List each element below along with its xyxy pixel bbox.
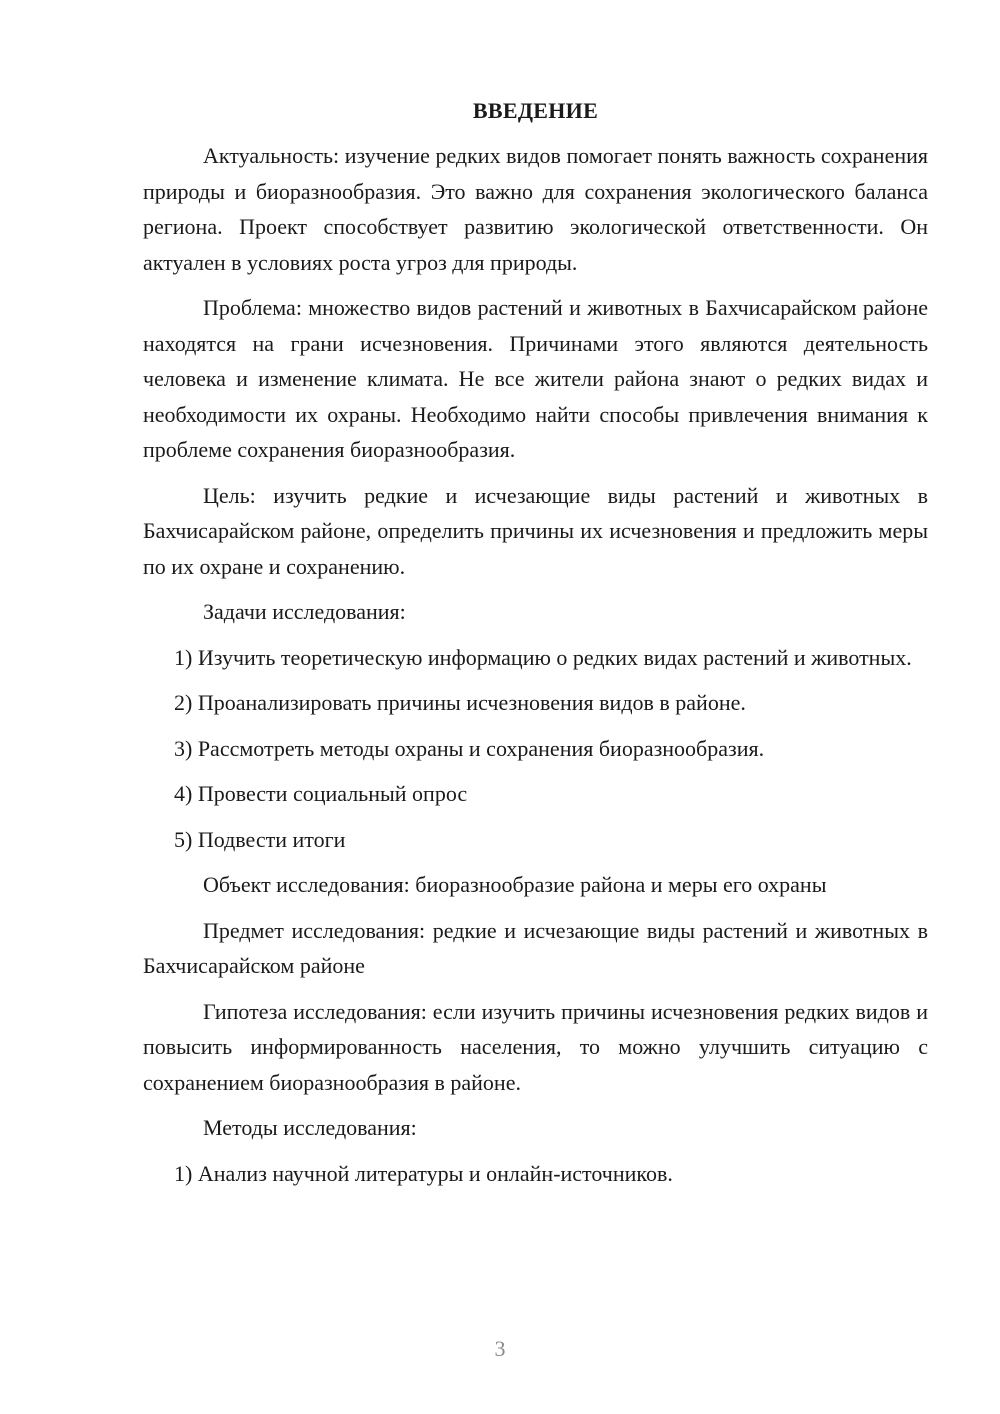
problem-paragraph: Проблема: множество видов растений и животных в Бахчисарайском районе находятся на грани исчезновения. Причинами этого являются деятельность человека и изменение климата. Не все жители района знают о редких видах и необходимости их охраны. Необходимо найти способы привлечения внимания к проблеме сохранения биоразнообразия. xyxy=(143,295,928,462)
hypothesis-paragraph: Гипотеза исследования: если изучить причины исчезновения редких видов и повысить информированность населения, то можно улучшить ситуацию с сохранением биоразнообразия в районе. xyxy=(143,998,928,1095)
object-paragraph: Объект исследования: биоразнообразие района и меры его охраны xyxy=(203,872,827,897)
task-item: 1) Изучить теоретическую информацию о редких видах растений и животных. xyxy=(174,644,912,670)
methods-heading: Методы исследования: xyxy=(203,1115,417,1140)
task-item: 5) Подвести итоги xyxy=(174,826,346,852)
task-item: 2) Проанализировать причины исчезновения видов в районе. xyxy=(174,690,746,715)
page-number: 3 xyxy=(494,1336,506,1361)
page-title: ВВЕДЕНИЕ xyxy=(472,98,599,123)
method-item: 1) Анализ научной литературы и онлайн-источников. xyxy=(174,1160,673,1186)
task-item: 3) Рассмотреть методы охраны и сохранения биоразнообразия. xyxy=(174,735,765,761)
tasks-heading: Задачи исследования: xyxy=(203,599,406,624)
relevance-paragraph: Актуальность: изучение редких видов помогает понять важность сохранения природы и биоразнообразия. Это важно для сохранения экологического баланса региона. Проект способствует развитию экологической ответственности. Он актуален в условиях роста угроз для природы. xyxy=(143,143,928,275)
subject-paragraph: Предмет исследования: редкие и исчезающие виды растений и животных в Бахчисарайском районе xyxy=(143,917,928,978)
text-column xyxy=(143,96,928,1191)
goal-paragraph: Цель: изучить редкие и исчезающие виды растений и животных в Бахчисарайском районе, определить причины их исчезновения и предложить меры по их охране и сохранению. xyxy=(143,482,928,579)
task-item: 4) Провести социальный опрос xyxy=(174,781,468,806)
